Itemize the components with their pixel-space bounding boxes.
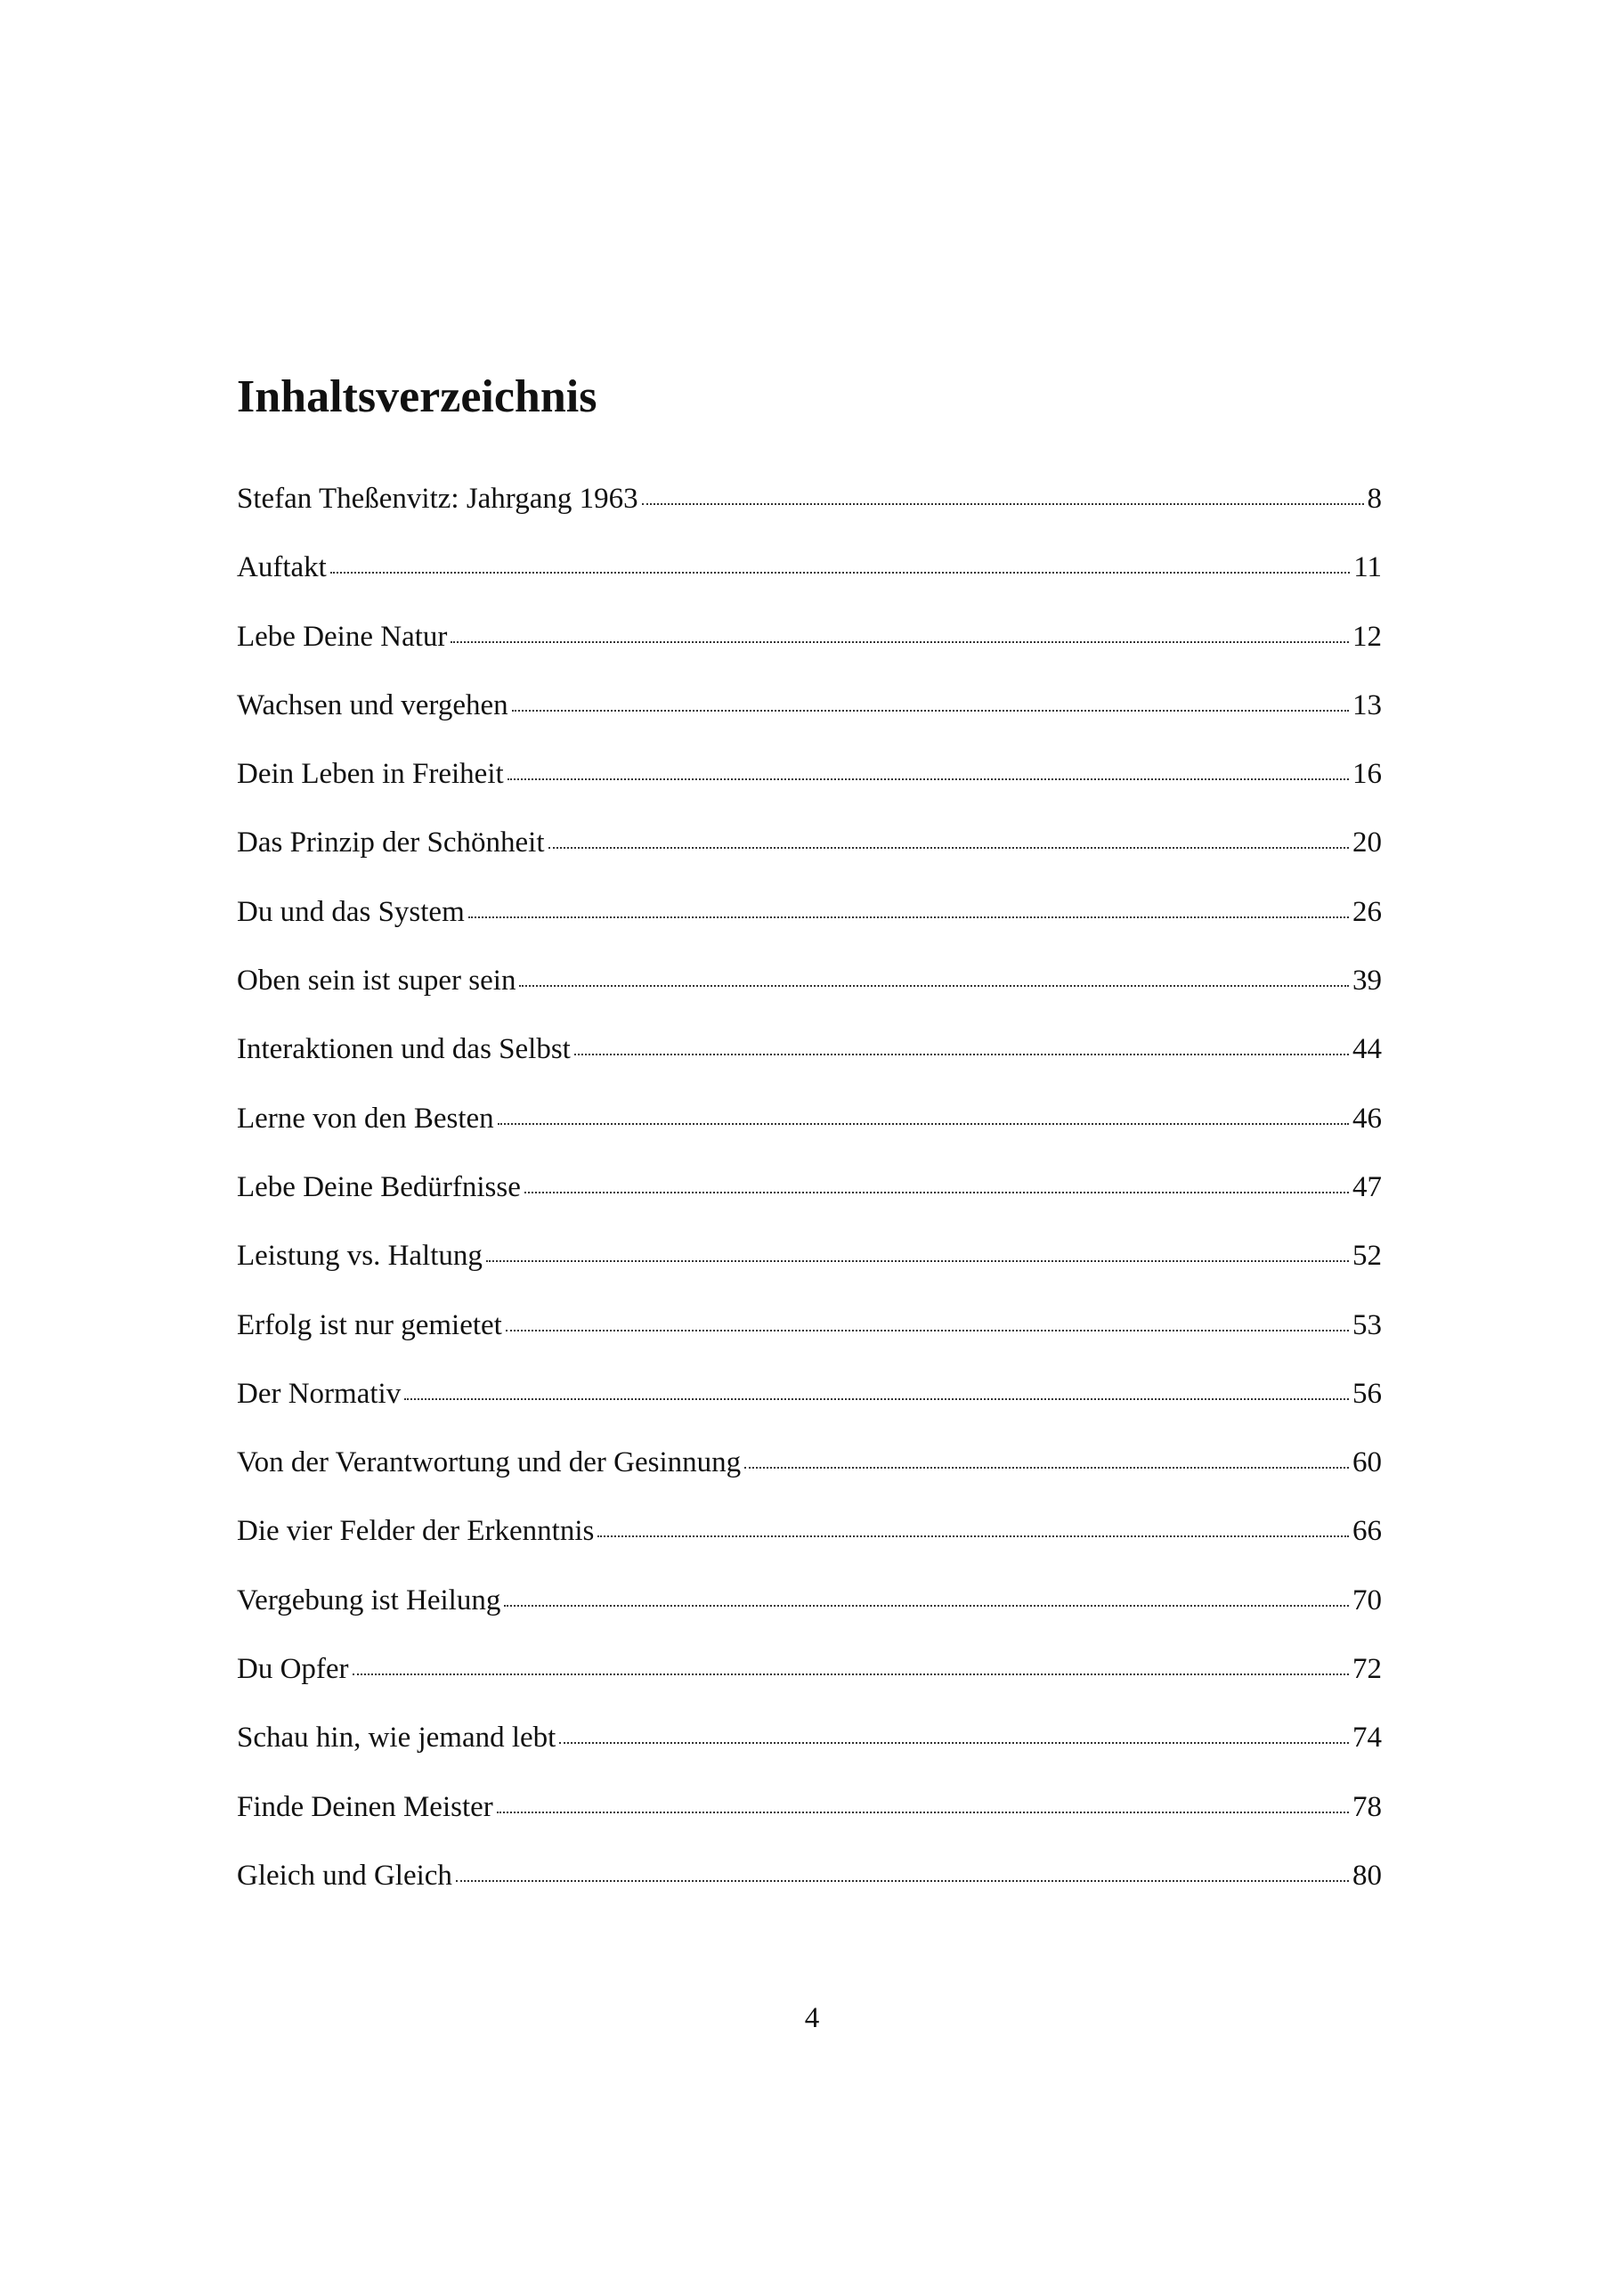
toc-entry [237,620,1382,691]
page-title: Inhaltsverzeichnis [237,371,597,422]
toc-entry-page: 26 [1352,895,1382,928]
dot-leader [642,503,1364,505]
dot-leader [486,1260,1349,1262]
toc-entry [237,688,1382,760]
toc-entry [237,1790,1382,1861]
dot-leader [468,916,1349,918]
toc-entry-page: 70 [1352,1584,1382,1616]
toc-entry-page: 53 [1352,1308,1382,1341]
toc-entry-title: Vergebung ist Heilung [237,1584,501,1616]
toc-entry-page: 47 [1352,1170,1382,1203]
toc-entry-page: 20 [1352,826,1382,859]
toc-entry-page: 56 [1352,1377,1382,1410]
toc-entry-page: 11 [1353,551,1382,584]
toc-entry [237,1104,1382,1173]
toc-entry [237,1517,1382,1585]
toc-entry-title: Die vier Felder der Erkenntnis [237,1515,595,1548]
dot-leader [404,1398,1349,1400]
toc-entry-page: 16 [1352,758,1382,791]
toc-entry-title: Lebe Deine Natur [237,620,448,653]
dot-leader [456,1880,1349,1882]
toc-entry-title: Wachsen und vergehen [237,688,508,721]
toc-entry-page: 74 [1352,1722,1382,1755]
toc-entry-title: Oben sein ist super sein [237,965,516,998]
toc-entry-title: Finde Deinen Meister [237,1790,493,1823]
dot-leader [559,1742,1349,1744]
dot-leader [744,1467,1349,1469]
toc-entry-title: Interaktionen und das Selbst [237,1033,571,1066]
dot-leader [548,847,1349,849]
dot-leader [519,985,1349,987]
dot-leader [597,1535,1349,1537]
dot-leader [504,1605,1349,1607]
toc-entry-title: Auftakt [237,551,327,584]
toc-entry [237,484,1382,553]
toc-entry-title: Schau hin, wie jemand lebt [237,1722,556,1755]
toc-entry-title: Dein Leben in Freiheit [237,758,504,791]
toc-entry-page: 13 [1352,688,1382,721]
toc-entry-title: Der Normativ [237,1377,402,1410]
toc-entry-title: Erfolg ist nur gemietet [237,1308,502,1341]
toc-entry [237,1448,1382,1517]
toc-entry-title: Gleich und Gleich [237,1859,452,1892]
dot-leader [506,1330,1349,1331]
toc-entry [237,1308,1382,1380]
toc-entry-page: 52 [1352,1240,1382,1273]
toc-entry-page: 46 [1352,1102,1382,1135]
toc-entry-title: Von der Verantwortung und der Gesinnung [237,1446,742,1479]
dot-leader [498,1123,1349,1125]
toc-entry-title: Du Opfer [237,1653,349,1686]
toc-entry [237,760,1382,828]
dot-leader [451,641,1349,643]
toc-entry [237,828,1382,897]
toc-entry-page: 12 [1352,620,1382,653]
dot-leader [353,1673,1349,1675]
dot-leader [574,1054,1349,1055]
toc-entry-title: Du und das System [237,895,465,928]
dot-leader [524,1192,1349,1193]
dot-leader [512,710,1349,712]
toc-entry-title: Lebe Deine Bedürfnisse [237,1170,521,1203]
toc-entry-page: 44 [1352,1033,1382,1066]
toc-entry-title: Stefan Theßenvitz: Jahrgang 1963 [237,483,638,515]
dot-leader [497,1812,1349,1813]
table-of-contents [237,484,1382,1930]
toc-entry [237,1586,1382,1655]
toc-entry [237,1655,1382,1723]
toc-entry-page: 8 [1367,483,1382,515]
page-number: 4 [804,2002,820,2034]
dot-leader [330,572,1350,574]
toc-entry-page: 72 [1352,1653,1382,1686]
toc-entry [237,1170,1382,1242]
toc-entry-page: 78 [1352,1790,1382,1823]
toc-entry [237,1723,1382,1792]
toc-entry-page: 66 [1352,1515,1382,1548]
dot-leader [508,778,1349,780]
toc-entry [237,1035,1382,1103]
toc-entry [237,1861,1382,1930]
toc-entry [237,966,1382,1035]
toc-entry [237,553,1382,622]
toc-entry-page: 80 [1352,1859,1382,1892]
toc-entry-page: 60 [1352,1446,1382,1479]
toc-entry [237,1377,1382,1448]
toc-entry-page: 39 [1352,965,1382,998]
toc-entry-title: Lerne von den Besten [237,1102,494,1135]
toc-entry-title: Das Prinzip der Schönheit [237,826,545,859]
toc-entry-title: Leistung vs. Haltung [237,1240,483,1273]
toc-entry [237,895,1382,966]
toc-entry [237,1242,1382,1310]
